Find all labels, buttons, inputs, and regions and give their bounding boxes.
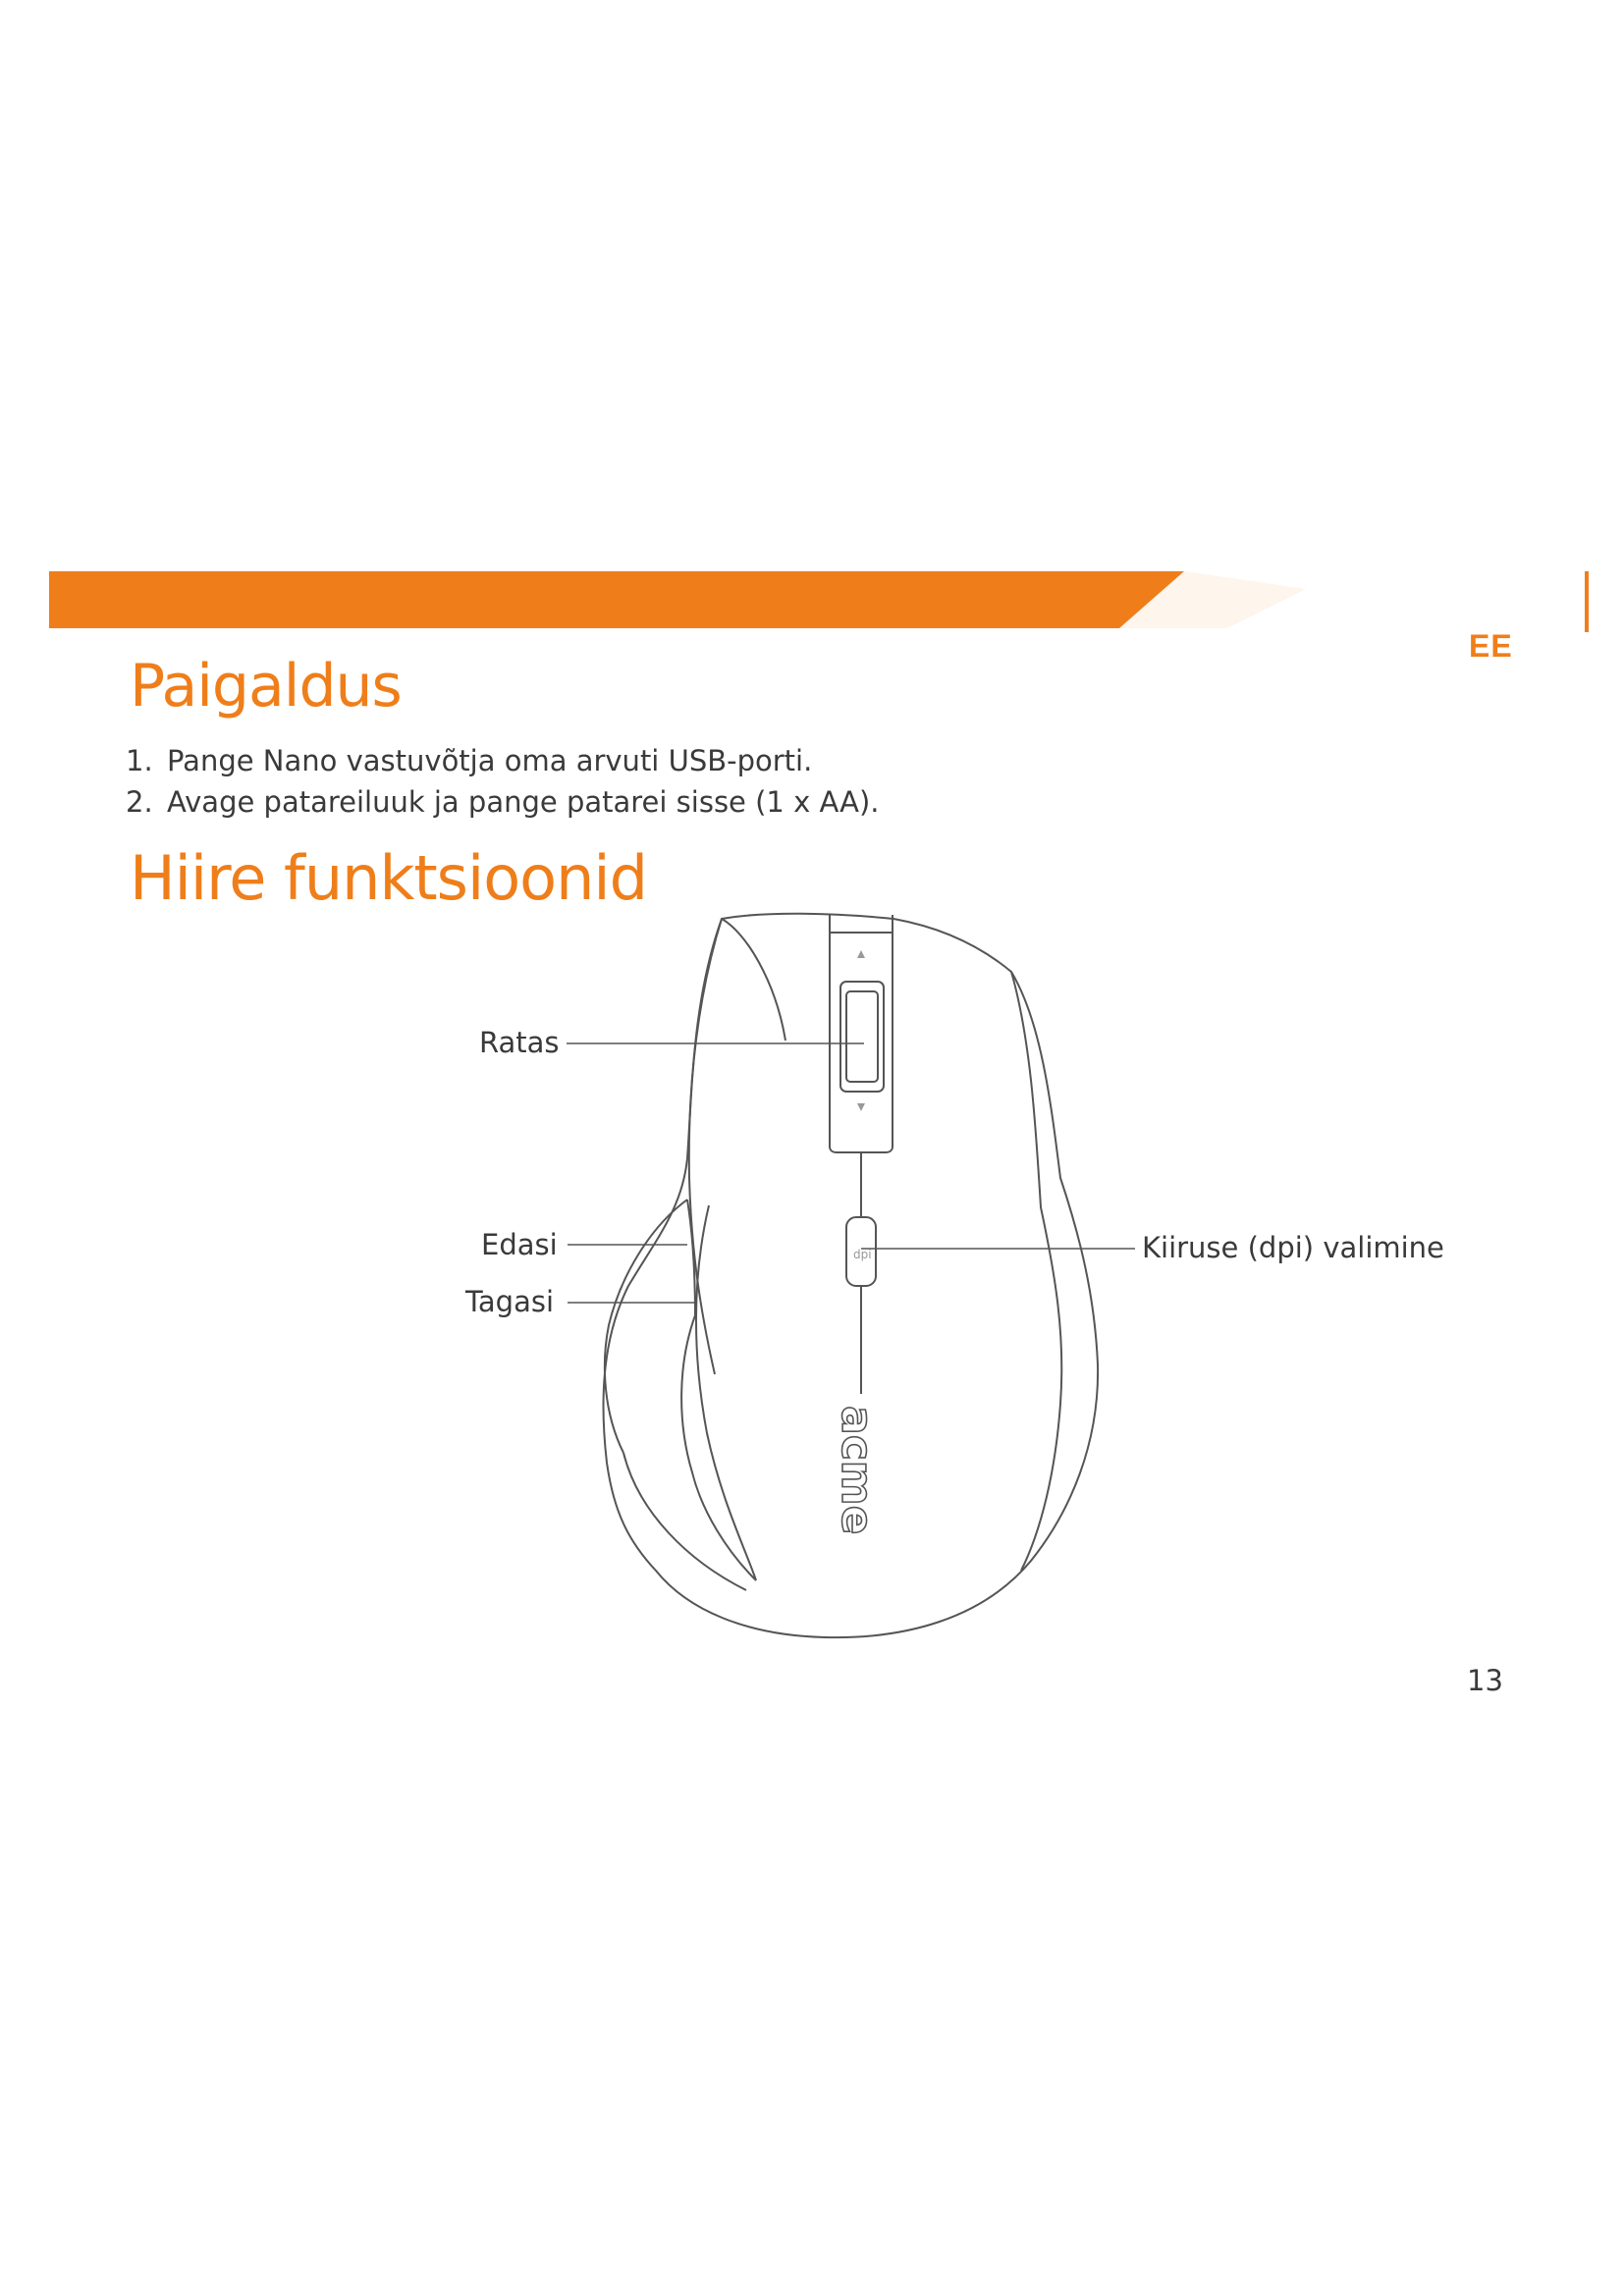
forward-side-button (605, 1200, 687, 1453)
step-number: 1. (126, 744, 153, 777)
wheel-callout-label: Ratas (479, 1026, 560, 1059)
page-number: 13 (1467, 1664, 1503, 1697)
installation-heading: Paigaldus (130, 652, 402, 721)
features-heading: Hiire funktsioonid (130, 842, 647, 914)
svg-text:dpi: dpi (853, 1248, 872, 1261)
step-number: 2. (126, 785, 153, 819)
step-text: Avage patareiluuk ja pange patarei sisse (1 x AA). (167, 785, 880, 819)
forward-callout-label: Edasi (481, 1228, 558, 1261)
dpi-callout-label: Kiiruse (dpi) valimine (1142, 1231, 1444, 1264)
back-side-button (681, 1315, 756, 1580)
language-code: EE (1469, 628, 1513, 664)
step-text: Pange Nano vastuvõtja oma arvuti USB-porti. (167, 744, 813, 777)
brand-logo: acme (832, 1406, 882, 1535)
back-callout-label: Tagasi (465, 1285, 555, 1318)
